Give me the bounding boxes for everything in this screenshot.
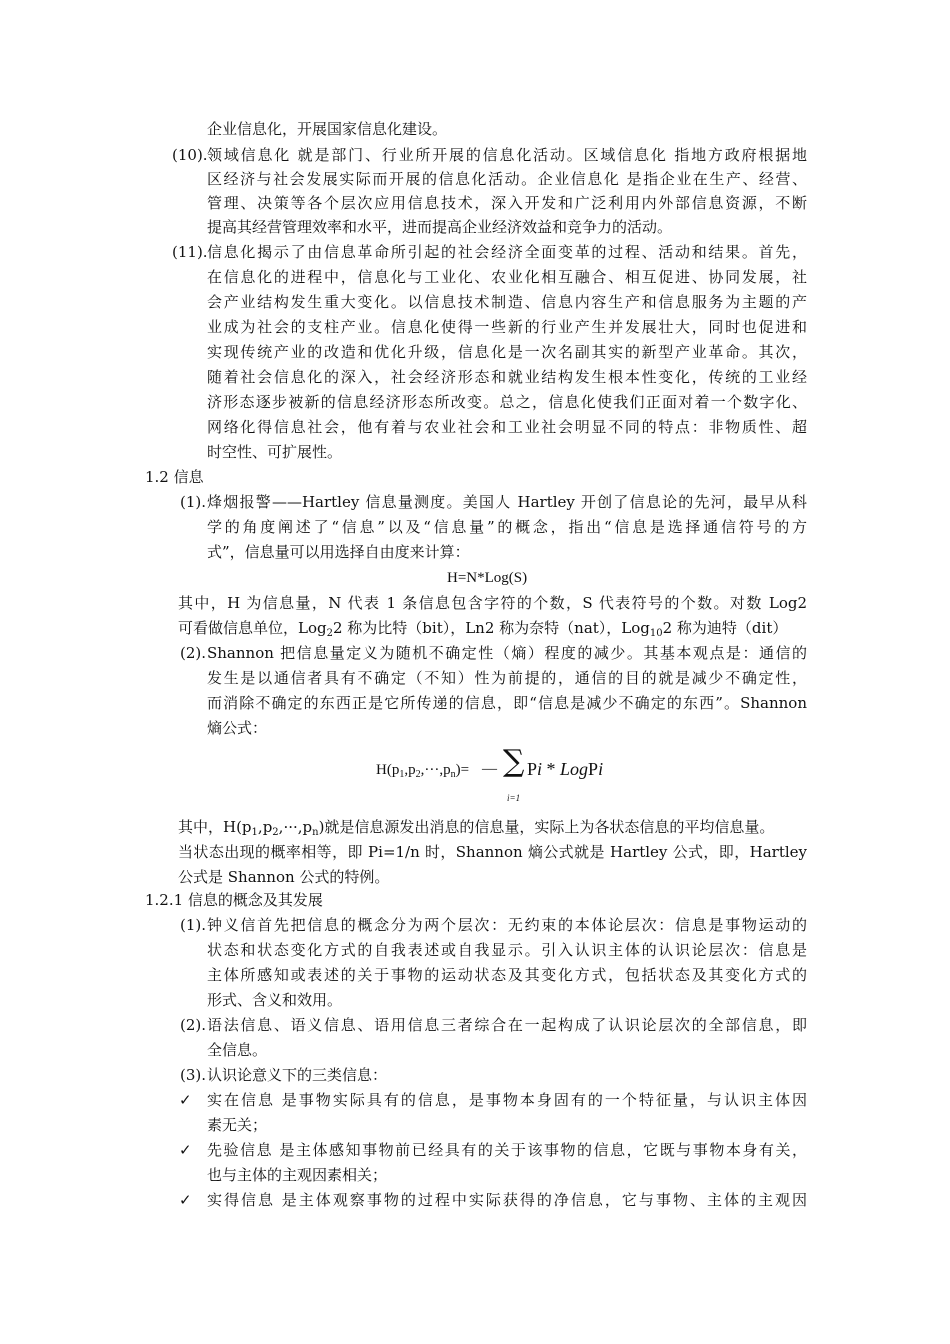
text-line: 在信息化的进程中，信息化与工业化、农业化相互融合、相互促进、协同发展，社 — [207, 268, 807, 286]
text-line: 素无关； — [207, 1116, 268, 1134]
text-line: 钟义信首先把信息的概念分为两个层次：无约束的本体论层次：信息是事物运动的 — [207, 916, 807, 934]
text-line: 也与主体的主观因素相关； — [207, 1166, 388, 1184]
checkmark-icon: ✓ — [179, 1191, 192, 1209]
text-line: 烽烟报警——Hartley 信息量测度。美国人 Hartley 开创了信息论的先河，最早从科 — [207, 493, 807, 511]
minus-sign: — — [482, 761, 497, 777]
text-line: 会产业结构发生重大变化。以信息技术制造、信息内容生产和信息服务为主题的产 — [207, 293, 807, 311]
text-line: 管理、决策等各个层次应用信息技术，深入开发和广泛利用内外部信息资源，不断 — [207, 194, 807, 212]
text-line: 语法信息、语义信息、语用信息三者综合在一起构成了认识论层次的全部信息，即 — [207, 1016, 807, 1034]
text-line: 其中，H 为信息量，N 代表 1 条信息包含字符的个数，S 代表符号的个数。对数 Log2 — [178, 594, 807, 612]
shannon-formula-rhs: Pi * LogPi — [527, 759, 604, 779]
text-line: 业成为社会的支柱产业。信息化使得一些新的行业产生并发展壮大，同时也促进和 — [207, 318, 807, 336]
text-line: 领域信息化 就是部门、行业所开展的信息化活动。区域信息化 指地方政府根据地 — [207, 146, 807, 164]
text-line: 其中，$H(p_1,p_2,\cdot\cdot\cdot,p_n)$就是信息源发出消息的信息量，实际上为各状态信息的平均信息量。 — [178, 818, 775, 838]
checkmark-icon: ✓ — [179, 1141, 192, 1159]
text-line: 式”，信息量可以用选择自由度来计算： — [207, 543, 470, 561]
section-heading: 1.2.1 信息的概念及其发展 — [145, 891, 323, 909]
sigma-symbol: ∑ — [503, 744, 525, 779]
list-number: (2). — [180, 644, 207, 662]
text-line: 实在信息 是事物实际具有的信息，是事物本身固有的一个特征量，与认识主体因 — [207, 1091, 807, 1109]
text-line: 全信息。 — [207, 1041, 268, 1059]
shannon-formula-lhs: $H(p_1,p_2,\cdot\cdot\cdot,p_n)=$ — [376, 762, 470, 780]
text-line: 学的角度阐述了“信息”以及“信息量”的概念，指出“信息是选择通信符号的方 — [207, 518, 807, 536]
text-line: 发生是以通信者具有不确定（不知）性为前提的，通信的目的就是减少不确定性， — [207, 669, 807, 687]
list-number: (3). — [180, 1066, 207, 1084]
text-line: 时空性、可扩展性。 — [207, 443, 343, 461]
text-line: 当状态出现的概率相等，即 Pi=1/n 时，Shannon 熵公式就是 Hartley 公式，即，Hartley — [178, 843, 807, 861]
text-line: 随着社会信息化的深入，社会经济形态和就业结构发生根本性变化，传统的工业经 — [207, 368, 807, 386]
sum-index: i=1 — [507, 793, 521, 803]
text-line: Shannon 把信息量定义为随机不确定性（熵）程度的减少。其基本观点是：通信的 — [207, 644, 807, 662]
text-line: 公式是 Shannon 公式的特例。 — [178, 868, 390, 886]
checkmark-icon: ✓ — [179, 1091, 192, 1109]
text-line: 企业信息化，开展国家信息化建设。 — [207, 120, 448, 138]
text-line: 实现传统产业的改造和优化升级，信息化是一次名副其实的新型产业革命。其次， — [207, 343, 807, 361]
text-line: 先验信息 是主体感知事物前已经具有的关于该事物的信息，它既与事物本身有关， — [207, 1141, 807, 1159]
text-line: 认识论意义下的三类信息： — [207, 1066, 388, 1084]
list-number: (1). — [180, 493, 207, 511]
text-line: 网络化得信息社会，他有着与农业社会和工业社会明显不同的特点：非物质性、超 — [207, 418, 807, 436]
list-number: (10). — [172, 146, 208, 164]
text-line: 而消除不确定的东西正是它所传递的信息，即“信息是减少不确定的东西”。Shannon — [207, 694, 807, 712]
text-line: 可看做信息单位，Log$_2$2 称为比特（bit），Ln2 称为奈特（nat），Log$_{10}$2 称为迪特（dit） — [178, 619, 788, 639]
text-line: 提高其经营管理效率和水平，进而提高企业经济效益和竞争力的活动。 — [207, 218, 673, 236]
list-number: (1). — [180, 916, 207, 934]
text-line: 济形态逐步被新的信息经济形态所改变。总之，信息化使我们正面对着一个数字化、 — [207, 393, 807, 411]
text-line: 实得信息 是主体观察事物的过程中实际获得的净信息，它与事物、主体的主观因 — [207, 1191, 807, 1209]
text-line: 主体所感知或表述的关于事物的运动状态及其变化方式，包括状态及其变化方式的 — [207, 966, 807, 984]
text-line: 信息化揭示了由信息革命所引起的社会经济全面变革的过程、活动和结果。首先， — [207, 243, 807, 261]
hartley-formula: H=N*Log(S) — [447, 570, 528, 586]
text-line: 形式、含义和效用。 — [207, 991, 343, 1009]
list-number: (2). — [180, 1016, 207, 1034]
list-number: (11). — [172, 243, 208, 261]
text-line: 区经济与社会发展实际而开展的信息化活动。企业信息化 是指企业在生产、经营、 — [207, 170, 807, 188]
text-line: 熵公式： — [207, 719, 268, 737]
text-line: 状态和状态变化方式的自我表述或自我显示。引入认识主体的认识论层次：信息是 — [207, 941, 807, 959]
section-heading: 1.2 信息 — [145, 468, 204, 486]
